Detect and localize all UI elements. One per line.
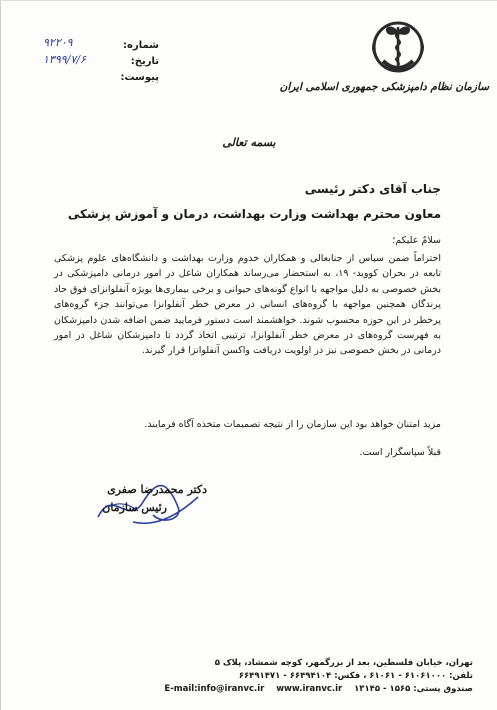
basmala: بسمه تعالی: [222, 136, 276, 149]
attachment-row: [39, 70, 159, 86]
footer-po-box: صندوق پستی: ۱۵۶۵ - ۱۳۱۴۵: [354, 684, 473, 694]
letter-body: [54, 251, 441, 359]
recipient-name: جناب آقای دکتر رئیسی: [304, 182, 441, 196]
signatory-title: رئیس سازمان: [102, 501, 167, 514]
footer-website: www.iranvc.ir: [276, 684, 343, 694]
closing-line: قبلاً سپاسگزار است.: [359, 447, 441, 458]
organization-name: سازمان نظام دامپزشکی جمهوری اسلامی ایران: [279, 81, 489, 93]
veterinary-organization-logo: [361, 17, 435, 83]
footer-address: تهران، خیابان فلسطین، بعد از بزرگمهر، کوچه شمشاد، پلاک ۵: [214, 658, 473, 668]
recipient-title: معاون محترم بهداشت وزارت بهداشت، درمان و آموزش پزشکی: [67, 207, 441, 221]
date-row: [39, 54, 159, 70]
attachment-label: پیوست:: [120, 72, 159, 83]
letterhead-footer: [164, 657, 473, 696]
date-value: ۱۳۹۹/۷/۶: [43, 53, 86, 66]
date-label: تاریخ:: [130, 56, 159, 67]
number-value: ۹۲۲۰۹: [43, 36, 73, 49]
number-label: شماره:: [123, 40, 159, 51]
footer-phone: تلفن: ۶۱۰۶۱۰۰۰ - ۶۱۰۶۱ ، فکس: ۶۶۴۹۴۱۰۴ - ۶۶۴۹۱۴۷۱: [238, 671, 473, 681]
body-paragraph-2: مزید امتنان خواهد بود این سازمان را از نتیجه تصمیمات متخذه آگاه فرمایند.: [144, 419, 441, 430]
body-paragraph-1: احتراماً ضمن سپاس از جنابعالی و همکاران خدوم وزارت بهداشت و دانشگاه‌های علوم پزشکی تابعه در بحران کووید- ۱۹، به استحضار می‌رساند همکاران شاغل در امور درمانی دامپزشکی در بخش خصوصی به دلیل مواجهه با انواع گونه‌های حیوانی و برخی بیماری‌ها بویژه آنفلوانزای فوق حاد پرندگان همچنین مواجهه با گروه‌های انسانی در معرض خطر آنفلوانزا می‌توانند جزء گروه‌های پرخطر در این حوزه محسوب شوند. خواهشمند است دستور فرمایید ضمن اضافه شدن دامپزشکان به فهرست گروه‌های در معرض خطر آنفلوانزا، ترتیبی اتخاذ گردد تا دامپزشکان شاغل در امور درمانی در بخش خصوصی نیز در اولویت دریافت واکسن آنفلوانزا قرار گیرند.: [54, 253, 442, 357]
greeting: سلامٌ علیکم؛: [392, 235, 441, 246]
signatory-name: دکتر محمدرضا صفری: [107, 483, 207, 496]
footer-contact-row: [164, 683, 473, 696]
letter-meta: [39, 38, 159, 86]
footer-email: E-mail:info@iranvc.ir: [164, 684, 265, 694]
